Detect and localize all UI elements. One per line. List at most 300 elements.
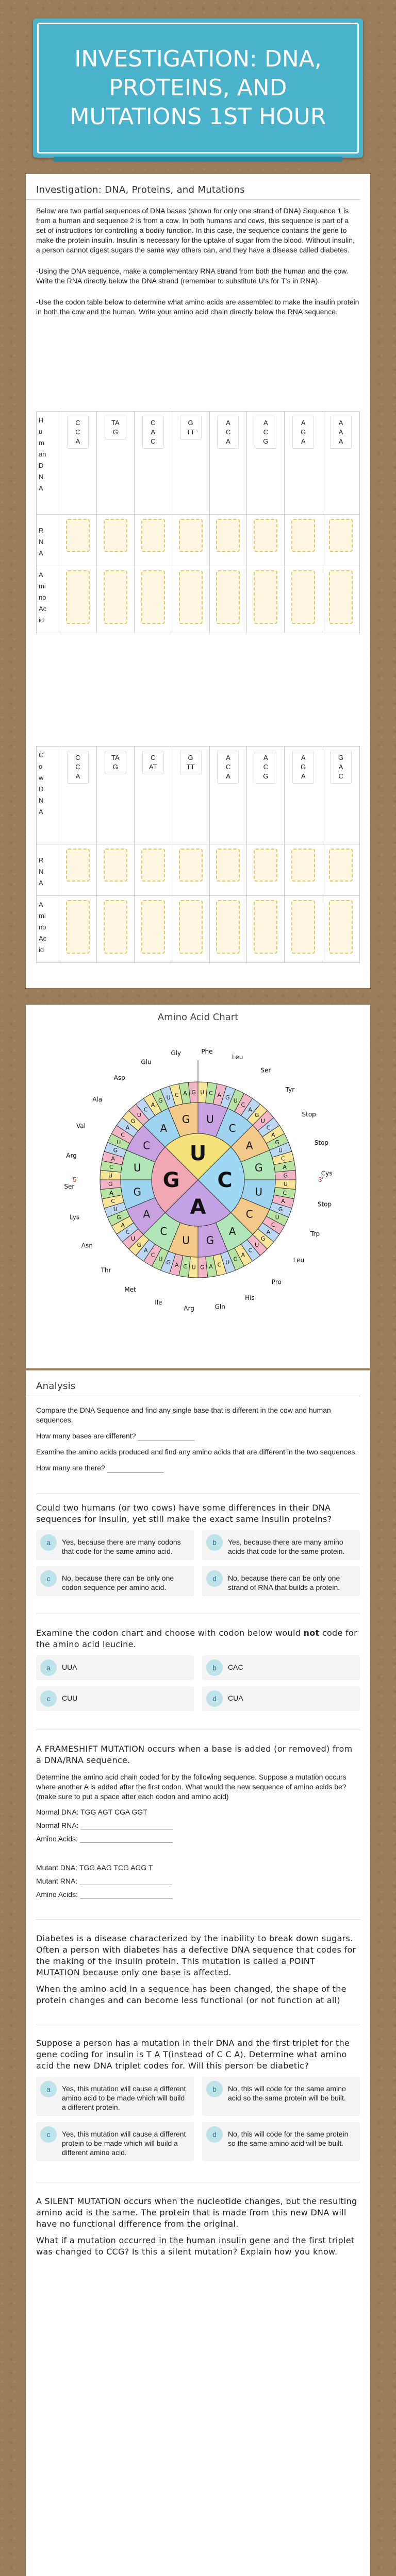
third-base-letter: C	[271, 1222, 275, 1229]
dna-codon: G A C	[330, 751, 352, 784]
amino-answer-box[interactable]	[216, 900, 240, 954]
option-letter: c	[40, 1690, 57, 1707]
human-amino-cell	[247, 566, 285, 633]
human-dna-cell	[134, 412, 172, 515]
amino-answer-box[interactable]	[179, 900, 203, 954]
cow-amino-cell	[172, 896, 209, 963]
third-base-letter: G	[130, 1117, 136, 1125]
cow-dna-cell	[209, 747, 247, 844]
mutant-dna: Mutant DNA: TGG AAG TCG AGG T	[36, 1863, 153, 1872]
third-base-letter: G	[117, 1214, 121, 1221]
amino-instruction: -Use the codon table below to determine what amino acids are assembled to make the insulin protein in both the cow and the human. Write your amino acid chain directly below the RNA sequence.	[36, 298, 359, 316]
amino-acid-label: Cys	[321, 1170, 333, 1177]
third-base-letter: A	[266, 1229, 271, 1236]
amino-acid-label: Gln	[214, 1303, 225, 1311]
second-base-letter: A	[228, 1225, 236, 1238]
option-letter: b	[206, 1534, 223, 1551]
question-2-text: Examine the codon chart and choose with codon below would not code for the amino acid leucine.	[36, 1628, 357, 1649]
option-letter: b	[206, 2081, 223, 2097]
amino-acid-label: Leu	[293, 1257, 305, 1264]
amino-acid-label: Glu	[141, 1058, 152, 1066]
third-base-letter: A	[125, 1124, 130, 1131]
dna-codon: A C G	[255, 416, 276, 449]
option-letter: c	[40, 1570, 57, 1587]
third-base-letter: C	[283, 1189, 287, 1196]
normal-dna: Normal DNA: TGG AGT CGA GGT	[36, 1808, 147, 1816]
rna-answer-box[interactable]	[179, 849, 203, 882]
rna-answer-box[interactable]	[254, 849, 277, 882]
cow-rna-cell	[172, 844, 209, 896]
human-amino-cell	[209, 566, 247, 633]
title-frame	[37, 23, 359, 154]
third-base-letter: U	[131, 1235, 136, 1243]
human-amino-cell	[172, 566, 209, 633]
dna-codon: A G A	[292, 751, 314, 784]
third-base-letter: A	[248, 1106, 253, 1113]
dna-codon: A C A	[217, 416, 239, 449]
option-text: Yes, because there are many codons that code for the same amino acid.	[62, 1538, 181, 1555]
normal-rna-line: Normal RNA:	[36, 1821, 360, 1829]
title-banner	[33, 19, 363, 158]
amino-acid-label: Phe	[201, 1047, 213, 1055]
third-base-letter: G	[233, 1256, 238, 1263]
option-b[interactable]	[202, 1655, 360, 1680]
option-text: UUA	[62, 1663, 77, 1671]
answer-blank[interactable]	[80, 1835, 173, 1843]
second-base-letter: U	[206, 1113, 214, 1126]
amino-answer-box[interactable]	[104, 570, 127, 624]
third-base-letter: A	[121, 1222, 125, 1229]
second-base-letter: A	[245, 1139, 253, 1152]
human-amino-cell	[285, 566, 322, 633]
third-base-letter: U	[278, 1147, 283, 1154]
amino-acid-label: Met	[124, 1285, 136, 1293]
third-base-letter: G	[108, 1181, 113, 1188]
protein-shape-paragraph: When the amino acid in a sequence has been changed, the shape of the protein changes and can become less functional (or not function at all)	[36, 1984, 346, 2005]
amino-answer-box[interactable]	[66, 900, 90, 954]
third-base-letter: A	[143, 1247, 148, 1254]
dna-codon: C C A	[67, 416, 89, 449]
second-base-letter: U	[182, 1234, 190, 1247]
cow-dna-row	[37, 747, 360, 844]
third-base-letter: U	[191, 1264, 196, 1271]
third-base-letter: G	[254, 1111, 259, 1118]
third-base-letter: U	[255, 1241, 259, 1248]
human-dna-cell	[322, 412, 360, 515]
cow-dna-cell	[172, 747, 209, 844]
first-base-letter: G	[162, 1168, 180, 1192]
amino-acid-label: Stop	[317, 1200, 332, 1208]
second-base-letter: C	[143, 1139, 151, 1152]
amino-acid-label: Ala	[92, 1096, 103, 1104]
cow-amino-cell	[209, 896, 247, 963]
option-letter: a	[40, 2081, 57, 2097]
question-1-text: Could two humans (or two cows) have some differences in their DNA sequences for insulin, yet still make the exact same insulin proteins?	[36, 1503, 332, 1524]
amino-answer-box[interactable]	[141, 900, 165, 954]
cow-dna-cell	[59, 747, 97, 844]
cow-amino-cell	[285, 896, 322, 963]
third-base-letter: C	[281, 1155, 285, 1162]
dna-codon: G TT	[180, 751, 202, 774]
third-base-letter: G	[200, 1264, 205, 1271]
amino-acid-label: Arg	[66, 1151, 77, 1159]
option-text: No, because there can be only one strand of RNA that builds a protein.	[228, 1574, 340, 1591]
question-3-text: Suppose a person has a mutation in their DNA and the first triplet for the gene coding for insulin is T A T(instead of C C A). Determine what amino acid the new DNA triplet codes for. Will this person be diabetic?	[36, 2038, 350, 2071]
option-text: Yes, because there are many amino acids that code for the same protein.	[228, 1538, 345, 1555]
cow-amino-cell	[59, 896, 97, 963]
mutant-rna-line: Mutant RNA:	[36, 1877, 360, 1885]
rna-answer-box[interactable]	[291, 519, 315, 552]
rna-answer-box[interactable]	[216, 519, 240, 552]
dna-codon: C AT	[142, 751, 164, 774]
human-rna-cell	[96, 515, 134, 566]
analysis-q3: Examine the amino acids produced and find any amino acids that are different in the two sequences.	[36, 1448, 357, 1456]
human-amino-cell	[96, 566, 134, 633]
human-dna-cell	[285, 412, 322, 515]
third-base-letter: C	[143, 1106, 148, 1113]
option-text: No, because there can be only one codon sequence per amino acid.	[62, 1574, 174, 1591]
dna-codon: TA G	[105, 751, 126, 774]
cow-amino-row	[37, 896, 360, 963]
third-base-letter: G	[225, 1094, 230, 1101]
five-prime-label: 5'	[73, 1176, 78, 1183]
human-dna-cell	[96, 412, 134, 515]
cow-amino-cell	[247, 896, 285, 963]
human-dna-cell	[172, 412, 209, 515]
option-d[interactable]	[202, 1566, 360, 1596]
first-base-letter: A	[190, 1195, 206, 1219]
third-base-letter: A	[109, 1189, 113, 1196]
rna-answer-box[interactable]	[216, 849, 240, 882]
option-letter: b	[206, 1659, 223, 1676]
amino-acid-label: Ser	[260, 1066, 271, 1074]
third-base-letter: U	[166, 1094, 171, 1101]
option-c[interactable]	[36, 1686, 194, 1711]
cow-rna-row	[37, 844, 360, 896]
frameshift-heading: A FRAMESHIFT MUTATION occurs when a base is added (or removed) from a DNA/RNA sequence.	[36, 1744, 353, 1765]
option-d[interactable]	[202, 1686, 360, 1711]
human-dna-cell	[247, 412, 285, 515]
analysis-q1: Compare the DNA Sequence and find any single base that is different in the cow and human sequences.	[36, 1406, 331, 1424]
option-letter: a	[40, 1534, 57, 1551]
amino-answer-box[interactable]	[254, 900, 277, 954]
analysis-q2-line	[26, 1431, 370, 1441]
dna-codon: A C G	[255, 751, 276, 784]
amino-acid-label: Ser	[64, 1182, 75, 1190]
cow-rna-cell	[285, 844, 322, 896]
option-letter: d	[206, 2126, 223, 2143]
third-base-letter: G	[166, 1259, 171, 1266]
third-base-letter: A	[271, 1131, 275, 1139]
frameshift-paragraph: Determine the amino acid chain coded for by the following sequence. Suppose a mutation occurs where another A is added after the first codon. What would the new sequence of amino acids be? (make sure to put a space after each codon and amino acid)	[36, 1773, 346, 1801]
third-base-letter: A	[283, 1163, 287, 1171]
third-base-letter: U	[200, 1089, 205, 1096]
second-base-letter: U	[255, 1185, 263, 1198]
chart-card	[26, 1005, 370, 1368]
cow-dna-cell	[322, 747, 360, 844]
chart-title: Amino Acid Chart	[157, 1012, 239, 1023]
option-text: CUA	[228, 1694, 243, 1702]
rna-answer-box[interactable]	[141, 519, 165, 552]
dna-codon: C C A	[67, 751, 89, 784]
rna-answer-box[interactable]	[291, 849, 315, 882]
human-dna-row	[37, 412, 360, 515]
third-base-letter: C	[109, 1163, 113, 1171]
human-amino-label: A mi no Ac id	[37, 566, 59, 633]
third-base-letter: U	[225, 1259, 230, 1266]
answer-blank[interactable]	[107, 1465, 164, 1473]
third-base-letter: C	[217, 1261, 222, 1268]
cow-rna-cell	[96, 844, 134, 896]
option-text: Yes, this mutation will cause a different amino acid to be made which will build a different protein.	[62, 2084, 186, 2111]
answer-blank[interactable]	[80, 1891, 173, 1899]
page-title: INVESTIGATION: DNA, PROTEINS, AND MUTATIONS 1ST HOUR	[70, 46, 326, 130]
amino-acids-line: Amino Acids:	[36, 1835, 360, 1843]
third-base-letter: C	[111, 1198, 115, 1205]
cow-amino-cell	[96, 896, 134, 963]
amino-acid-label: Ile	[155, 1299, 162, 1307]
human-rna-row	[37, 515, 360, 566]
cow-dna-cell	[285, 747, 322, 844]
third-base-letter: A	[217, 1091, 222, 1098]
amino-acid-label: Asn	[81, 1242, 93, 1249]
dna-codon: A A A	[330, 416, 352, 449]
dna-codon: G TT	[180, 416, 202, 439]
intro-paragraph: Below are two partial sequences of DNA bases (shown for only one strand of DNA) Sequence 1 is from a human and sequence 2 is from a cow. In both humans and cows, this sequence is part of a set of instructions for controlling a bodily function. In this case, the sequence contains the gene to make the protein insulin. Insulin is necessary for the uptake of sugar from the blood. Without insulin, a person cannot digest sugars the same way others can, and they have a disease called diabetes.	[36, 207, 355, 254]
third-base-letter: C	[174, 1091, 179, 1098]
rna-answer-box[interactable]	[179, 519, 203, 552]
third-base-letter: C	[125, 1229, 130, 1236]
cow-dna-label: C o w D N A	[37, 747, 59, 844]
option-c[interactable]	[36, 1566, 194, 1596]
question-1-options	[26, 1530, 370, 1596]
amino-answer-box[interactable]	[179, 570, 203, 624]
human-amino-row	[37, 566, 360, 633]
rna-answer-box[interactable]	[66, 849, 90, 882]
rna-answer-box[interactable]	[141, 849, 165, 882]
amino-answer-box[interactable]	[141, 570, 165, 624]
option-text: CAC	[228, 1663, 243, 1671]
dna-codon: A C A	[217, 751, 239, 784]
first-base-letter: C	[217, 1168, 233, 1192]
cow-dna-cell	[96, 747, 134, 844]
amino-answer-box[interactable]	[291, 900, 315, 954]
third-base-letter: U	[117, 1139, 121, 1146]
second-base-letter: A	[160, 1122, 168, 1135]
third-base-letter: U	[158, 1256, 163, 1263]
option-a[interactable]	[36, 2077, 194, 2116]
third-base-letter: U	[233, 1097, 238, 1105]
option-text: No, this will code for the same amino acid so the same protein will be built.	[228, 2084, 346, 2102]
amino-acid-label: Tyr	[285, 1086, 295, 1094]
human-rna-label: R N A	[37, 515, 59, 566]
amino-answer-box[interactable]	[254, 570, 277, 624]
second-base-letter: A	[143, 1208, 151, 1221]
third-base-letter: G	[158, 1097, 163, 1105]
third-base-letter: A	[241, 1251, 245, 1259]
amino-answer-box[interactable]	[66, 570, 90, 624]
option-text: Yes, this mutation will cause a different protein to be made which will build a different amino acid.	[62, 2130, 186, 2157]
third-base-letter: G	[260, 1235, 266, 1242]
third-base-letter: G	[191, 1089, 196, 1096]
third-base-letter: A	[183, 1090, 187, 1097]
cow-rna-cell	[209, 844, 247, 896]
human-rna-cell	[285, 515, 322, 566]
amino-acid-label: Leu	[232, 1054, 243, 1061]
human-rna-cell	[209, 515, 247, 566]
option-c[interactable]	[36, 2122, 194, 2161]
human-rna-cell	[134, 515, 172, 566]
human-rna-cell	[59, 515, 97, 566]
analysis-card	[26, 1370, 370, 2576]
third-base-letter: A	[209, 1263, 213, 1270]
third-base-letter: A	[111, 1155, 115, 1162]
rna-answer-box[interactable]	[329, 849, 353, 882]
human-rna-cell	[172, 515, 209, 566]
third-base-letter: C	[121, 1131, 125, 1139]
third-base-letter: A	[151, 1101, 155, 1109]
cow-amino-cell	[134, 896, 172, 963]
third-base-letter: G	[283, 1172, 288, 1179]
analysis-q2: How many bases are different?	[36, 1432, 136, 1440]
title-shadow-bar	[54, 157, 342, 162]
amino-acid-label: Thr	[101, 1266, 111, 1274]
human-rna-cell	[247, 515, 285, 566]
diabetes-paragraph: Diabetes is a disease characterized by the inability to break down sugars. Often a person with diabetes has a defective DNA sequence that codes for the making of the insulin protein. This mutation is called a POINT MUTATION because only one base is affected.	[36, 1934, 356, 1977]
option-d[interactable]	[202, 2122, 360, 2161]
human-amino-cell	[322, 566, 360, 633]
third-base-letter: C	[151, 1251, 155, 1259]
rna-answer-box[interactable]	[104, 849, 127, 882]
third-base-letter: C	[209, 1090, 213, 1097]
amino-answer-box[interactable]	[329, 570, 353, 624]
option-text: CUU	[62, 1694, 78, 1702]
option-b[interactable]	[202, 1530, 360, 1560]
first-base-letter: U	[189, 1142, 207, 1165]
second-base-letter: C	[228, 1122, 236, 1135]
dna-codon: C A C	[142, 416, 164, 449]
analysis-q4: How many are there?	[36, 1464, 105, 1472]
intro-heading: Investigation: DNA, Proteins, and Mutations	[26, 174, 360, 200]
three-prime-label: 3'	[318, 1176, 323, 1183]
third-base-letter: C	[266, 1124, 271, 1131]
third-base-letter: G	[278, 1206, 283, 1213]
amino-acid-label: Trp	[310, 1230, 320, 1238]
silent-mutation-question: What if a mutation occurred in the human insulin gene and the first triplet was changed to CCG? Is this a silent mutation? Explain how you know.	[36, 2235, 355, 2257]
dna-codon: A G A	[292, 416, 314, 449]
second-base-letter: G	[206, 1234, 214, 1247]
third-base-letter: U	[108, 1172, 113, 1179]
cow-dna-cell	[247, 747, 285, 844]
human-amino-cell	[134, 566, 172, 633]
amino-acid-label: Pro	[271, 1278, 282, 1286]
third-base-letter: G	[137, 1241, 142, 1248]
answer-blank[interactable]	[79, 1877, 172, 1885]
third-base-letter: U	[260, 1117, 265, 1125]
amino-acid-label: Stop	[314, 1139, 329, 1147]
rna-instruction: -Using the DNA sequence, make a complementary RNA strand from both the human and the cow. Write the RNA directly below the DNA strand (remember to substitute U's for T's in RNA).	[36, 267, 349, 285]
dna-codon: TA G	[105, 416, 126, 439]
cow-dna-cell	[134, 747, 172, 844]
option-letter: d	[206, 1570, 223, 1587]
third-base-letter: C	[241, 1101, 245, 1109]
cow-rna-cell	[59, 844, 97, 896]
human-dna-label: H u m an D N A	[37, 412, 59, 515]
second-base-letter: C	[160, 1225, 168, 1238]
third-base-letter: C	[183, 1263, 187, 1270]
amino-answer-box[interactable]	[329, 900, 353, 954]
question-2-options	[26, 1655, 370, 1711]
third-base-letter: U	[113, 1206, 118, 1213]
human-rna-cell	[322, 515, 360, 566]
amino-acid-label: His	[245, 1294, 255, 1302]
amino-acid-label: Asp	[113, 1074, 125, 1081]
amino-answer-box[interactable]	[216, 570, 240, 624]
second-base-letter: G	[254, 1161, 263, 1174]
option-letter: c	[40, 2126, 57, 2143]
rna-answer-box[interactable]	[329, 519, 353, 552]
cow-table	[36, 746, 360, 963]
amino-acid-label: Lys	[70, 1213, 80, 1221]
option-b[interactable]	[202, 2077, 360, 2116]
human-table	[36, 411, 360, 633]
amino-acid-label: Arg	[184, 1304, 194, 1312]
second-base-letter: C	[245, 1208, 253, 1221]
amino-answer-box[interactable]	[104, 900, 127, 954]
answer-blank[interactable]	[138, 1433, 194, 1441]
human-dna-cell	[209, 412, 247, 515]
intro-card	[26, 174, 370, 988]
second-base-letter: G	[133, 1185, 142, 1198]
answer-blank[interactable]	[80, 1822, 173, 1829]
cow-amino-label: A mi no Ac id	[37, 896, 59, 963]
analysis-q4-line	[26, 1463, 370, 1473]
option-text: No, this will code for the same protein so the same amino acid will be built.	[228, 2130, 349, 2147]
codon-wheel	[26, 1025, 370, 1365]
cow-amino-cell	[322, 896, 360, 963]
third-base-letter: U	[283, 1181, 288, 1188]
amino-acid-label: Val	[76, 1122, 86, 1130]
silent-mutation-paragraph: A SILENT MUTATION occurs when the nucleotide changes, but the resulting amino acid is the same. The protein that is made from this new DNA will have no functional difference from the original.	[36, 2196, 357, 2229]
rna-answer-box[interactable]	[66, 519, 90, 552]
second-base-letter: U	[133, 1161, 141, 1174]
third-base-letter: U	[275, 1214, 279, 1221]
second-base-letter: G	[182, 1113, 190, 1126]
option-a[interactable]	[36, 1530, 194, 1560]
human-amino-cell	[59, 566, 97, 633]
cow-rna-cell	[134, 844, 172, 896]
amino-acid-label: Stop	[302, 1110, 316, 1118]
rna-answer-box[interactable]	[104, 519, 127, 552]
cow-rna-label: R N A	[37, 844, 59, 896]
amino-acid-label: Gly	[171, 1049, 182, 1057]
option-letter: d	[206, 1690, 223, 1707]
rna-answer-box[interactable]	[254, 519, 277, 552]
third-base-letter: A	[174, 1261, 179, 1268]
amino-answer-box[interactable]	[291, 570, 315, 624]
third-base-letter: G	[275, 1139, 279, 1146]
third-base-letter: G	[113, 1147, 118, 1154]
analysis-heading: Analysis	[26, 1370, 360, 1396]
cow-rna-cell	[322, 844, 360, 896]
cow-rna-cell	[247, 844, 285, 896]
third-base-letter: U	[137, 1111, 141, 1118]
option-a[interactable]	[36, 1655, 194, 1680]
amino-acids-line: Amino Acids:	[36, 1890, 360, 1899]
third-base-letter: C	[248, 1247, 253, 1254]
third-base-letter: A	[281, 1198, 285, 1205]
option-letter: a	[40, 1659, 57, 1676]
